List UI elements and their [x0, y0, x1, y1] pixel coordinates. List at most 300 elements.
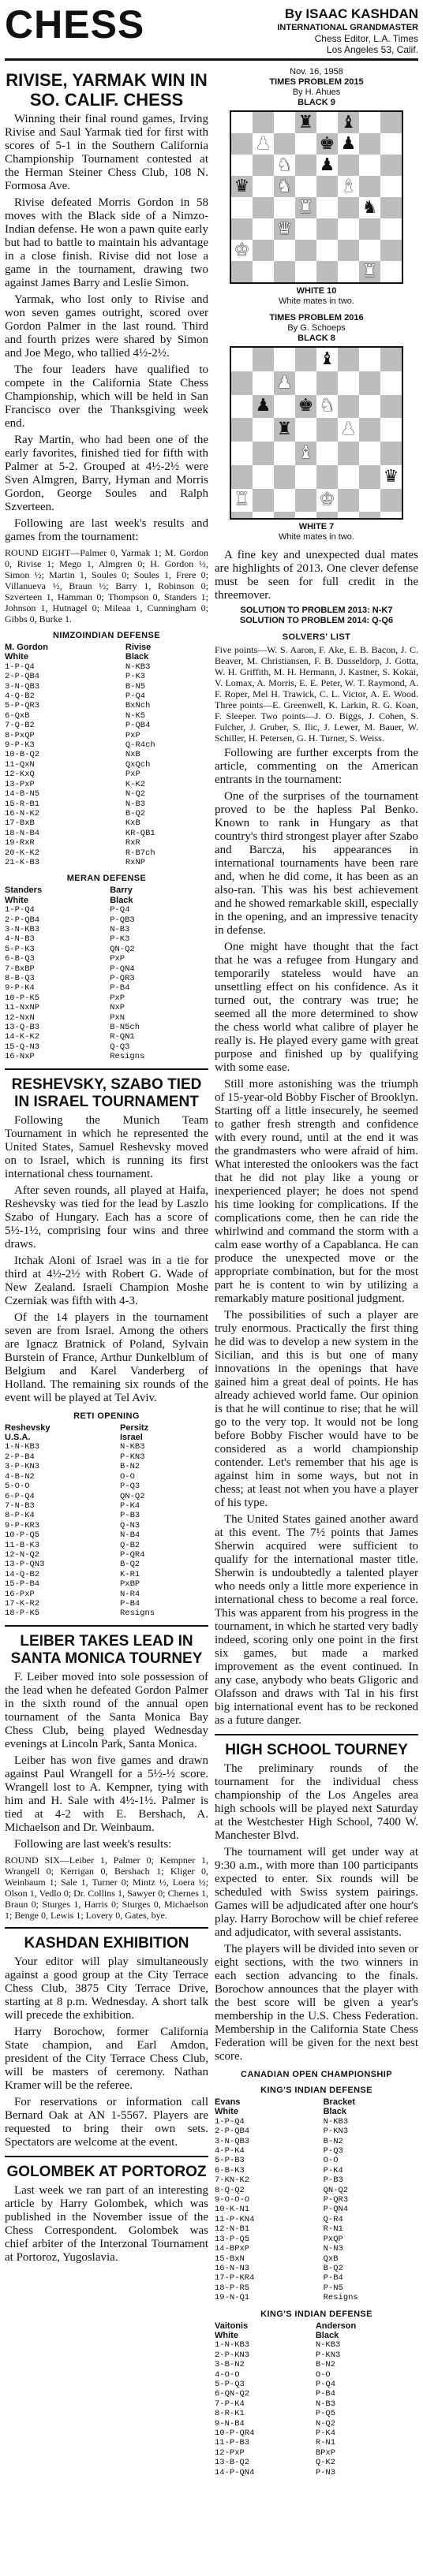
paragraph: Your editor will play simultaneously against a good group at the City Terrace Chess Club, 3875 City Terrace Drive, starting at 8 p.m. Wednesday. A short talk will precede the exhibition. — [5, 1955, 208, 2022]
board-square — [359, 261, 380, 282]
article-headline: GOLOMBEK AT PORTOROZ — [6, 2163, 207, 2180]
paragraph: The possibilities of such a player are truly enormous. Practically the first thing he did was to develop a new system in the Sicilian, and this is but one of many innovations in the openings that have gained him a great deal of points. He has already achieved world fame. Our opinion is that he will continue to rise; that he will go to the very top. It would not be long before Bobby Fischer would have to be considered as a world championship contender. Let's remember that his age is against him in some ways, but not in chess; at least not when you have a player of his type. — [215, 1309, 418, 1509]
move-row — [5, 800, 208, 809]
column-title: CHESS — [5, 2, 145, 47]
white-move: 10-P-QR4 — [215, 2429, 255, 2438]
black-move: PxP — [110, 993, 125, 1003]
white-move: 1-N-KB3 — [215, 2340, 250, 2350]
black-move: P-N3 — [315, 2467, 336, 2477]
black-move: Q-B2 — [120, 1540, 140, 1550]
board-square — [338, 512, 359, 518]
black-move: P-K4 — [315, 2429, 336, 2438]
move-row — [5, 915, 208, 925]
white-move: 16-N-N3 — [215, 2263, 250, 2273]
board-square — [316, 371, 338, 395]
white-move: 10-K-N1 — [215, 2205, 250, 2215]
white-move: 17-P-KR4 — [215, 2273, 255, 2283]
board-square — [274, 371, 295, 395]
byline-editor: Chess Editor, L.A. Times — [314, 33, 418, 44]
black-move: N-Q2 — [125, 789, 146, 800]
white-move: 6-P-Q4 — [5, 1491, 35, 1501]
move-row — [5, 1003, 208, 1012]
board-square — [380, 371, 402, 395]
board-square — [274, 218, 295, 240]
problem-white-count: WHITE 7 — [298, 522, 335, 531]
board-square — [295, 395, 316, 419]
problem-number: TIMES PROBLEM 2015 — [269, 77, 364, 87]
black-move: B-N2 — [315, 2360, 336, 2370]
black-player: Barry — [110, 885, 133, 896]
game-moves — [5, 1423, 208, 1619]
board-square — [359, 176, 380, 197]
board-square — [231, 197, 253, 218]
white-player: Standers — [5, 885, 43, 896]
black-move: R-N1 — [315, 2438, 336, 2448]
black-move: BxNch — [125, 701, 151, 711]
white-player: M. Gordon — [5, 643, 48, 652]
move-row — [5, 770, 208, 779]
byline-address: Los Angeles 53, Calif. — [326, 44, 418, 55]
white-move: 13-P-Q5 — [215, 2234, 250, 2244]
paragraph: Following are further excerpts from the article, commenting on the American entrants in the tournament: — [215, 747, 418, 786]
chess-problem — [215, 67, 418, 307]
problem-composer: By G. Schoeps — [287, 323, 346, 333]
board-square — [274, 418, 295, 442]
black-move: Q-K2 — [315, 2458, 336, 2468]
board-square — [231, 442, 253, 465]
board-square — [231, 465, 253, 489]
move-row — [215, 2224, 418, 2234]
board-square — [316, 261, 338, 282]
white-move: 15-R-B1 — [5, 799, 40, 809]
move-row — [215, 2468, 418, 2477]
board-square — [295, 240, 316, 261]
board-square — [359, 418, 380, 442]
move-row — [5, 780, 208, 789]
black-move: P-K3 — [125, 672, 146, 682]
black-move: P-B4 — [110, 983, 130, 993]
move-row — [5, 750, 208, 759]
board-square — [295, 418, 316, 442]
move-row — [5, 848, 208, 858]
move-row — [5, 662, 208, 672]
black-move: P-QR4 — [120, 1549, 145, 1560]
problem-black-count: BLACK 8 — [298, 334, 335, 343]
board-square — [316, 442, 338, 465]
black-move: N-B4 — [120, 1530, 140, 1541]
move-row — [215, 2117, 418, 2127]
white-move: 2-P-KN3 — [215, 2350, 250, 2360]
white-move: 9-P-KR3 — [5, 1520, 40, 1530]
black-move: P-B3 — [120, 1511, 140, 1521]
black-move: Resigns — [110, 1052, 145, 1062]
board-square — [338, 176, 359, 197]
black-label: Israel — [120, 1433, 143, 1443]
black-move: P-QR3 — [110, 974, 135, 983]
move-row — [5, 954, 208, 964]
board-square — [338, 371, 359, 395]
round-results: ROUND EIGHT—Palmer 0, Yarmak 1; M. Gordon 0, Rivise 1; Mego 1, Almgren 0; H. Gordon ½, Simon ½; Martin 1, Soules 0; Soules 1, Frere 0; Villanueva ½, Braun ½; Barry 1, Robinson 0; Szverteen 1, Hamman 0; Thompson 0, Standers 1; Johnson 1, Hutnagel 0; Mileaa 1, Cunningham 0; Gibbs 0, Burke 1. — [5, 547, 208, 624]
move-row — [215, 2399, 418, 2409]
paragraph: Still more astonishing was the triumph of 15-year-old Bobby Fischer of Brooklyn. Starting off a little insecurely, he seemed to gather fresh strength and confidence with every round, until at the end it was the grandmasters who were afraid of him. What interested the onlookers was the fact that he did not play like a young or inexperienced player; he does not spend his time looking for complications. If the complications come, then he can ride the whirlwind and command the storm with a calm ease worthy of a Capablanca. He can produce the unexpected move or the appropriate combination, but for the most part he is content to win by utilizing a remarkably mature positional judgment. — [215, 1078, 418, 1305]
white-move: 2-P-QB4 — [5, 915, 40, 925]
board-square — [359, 112, 380, 133]
board-square — [231, 512, 253, 518]
white-player: Vaitonis — [215, 2321, 249, 2331]
paragraph: Itchak Aloni of Israel was in a tie for third at 4½-2½ with Robert G. Wade of New Zealand. Israeli Champion Moshe Czerniak was fifth with 4-3. — [5, 1254, 208, 1307]
black-move: K-K2 — [125, 779, 146, 789]
board-square — [359, 371, 380, 395]
move-row — [5, 1052, 208, 1061]
black-move: K-R1 — [120, 1569, 140, 1579]
board-square — [316, 465, 338, 489]
game-moves — [5, 885, 208, 1061]
board-square — [316, 348, 338, 371]
black-move: B-Q2 — [125, 808, 146, 818]
board-square — [316, 133, 338, 155]
section-divider — [5, 1625, 208, 1627]
board-square — [274, 133, 295, 155]
black-bishop-icon: ♝ — [319, 349, 335, 369]
white-move: 6-B-K3 — [215, 2165, 245, 2175]
problem-date: Nov. 16, 1958 — [290, 67, 343, 76]
white-move: 12-N-Q2 — [5, 1549, 40, 1560]
black-move: O-O — [323, 2156, 339, 2166]
move-row — [5, 829, 208, 838]
black-move: N-KB3 — [125, 662, 151, 672]
black-move: P-Q4 — [125, 692, 146, 702]
game-opening: RETI OPENING — [73, 1411, 140, 1421]
move-row — [5, 1609, 208, 1618]
game-opening: MERAN DEFENSE — [66, 874, 147, 884]
white-move: 15-Q-N3 — [5, 1042, 40, 1052]
black-move: PxP — [110, 954, 125, 964]
board-square — [338, 348, 359, 371]
board-square — [359, 197, 380, 218]
black-move: N-K5 — [125, 710, 146, 721]
problem-white-count: WHITE 10 — [296, 286, 337, 296]
board-square — [253, 240, 274, 261]
black-move: B-Q2 — [120, 1560, 140, 1570]
white-move: 12-NxN — [5, 1012, 35, 1023]
black-move: NxP — [110, 1003, 125, 1013]
paragraph: Harry Borochow, former California State champion, and Earl Amdon, president of the City Terrace Chess Club, will be masters of ceremony. Nathan Kramer will be the referee. — [5, 2025, 208, 2092]
white-move: 14-Q-B2 — [5, 1569, 40, 1579]
white-move: 14-K-K2 — [5, 1032, 40, 1042]
black-move: QN-Q2 — [120, 1491, 145, 1501]
black-move: PxQP — [323, 2234, 343, 2244]
move-row — [215, 2370, 418, 2380]
black-move: KxB — [125, 818, 140, 829]
move-row — [215, 2448, 418, 2458]
white-move: 4-B-N2 — [5, 1471, 35, 1482]
black-move: R-B7ch — [125, 848, 155, 858]
white-player: Evans — [215, 2097, 241, 2107]
move-row — [5, 983, 208, 993]
paragraph: After seven rounds, all played at Haifa, Reshevsky was tied for the lead by Laszlo Szabo of Hungary. Each has a score of 5½-1½, comprising four wins and three draws. — [5, 1184, 208, 1251]
move-row — [215, 2419, 418, 2429]
black-move: P-Q4 — [110, 905, 130, 915]
white-queen-icon: ♛ — [276, 218, 293, 239]
board-square — [295, 197, 316, 218]
black-move: P-QR3 — [323, 2195, 349, 2205]
black-move: N-KB3 — [315, 2340, 341, 2350]
section-divider — [215, 1734, 418, 1735]
board-square — [253, 348, 274, 371]
board-square — [253, 112, 274, 133]
black-move: KR-QB1 — [125, 828, 155, 838]
white-move: 10-P-Q5 — [5, 1530, 40, 1541]
black-player: Rivise — [125, 643, 152, 652]
white-label: White — [5, 652, 28, 662]
move-row — [215, 2137, 418, 2146]
move-row — [215, 2340, 418, 2350]
board-square — [231, 133, 253, 155]
game-opening: NIMZOINDIAN DEFENSE — [53, 631, 160, 640]
white-move: 17-BxB — [5, 818, 35, 829]
board-square — [338, 155, 359, 176]
white-move: 12-PxP — [215, 2447, 245, 2458]
board-square — [295, 112, 316, 133]
black-move: P-K3 — [110, 934, 130, 945]
paragraph: The players will be divided into seven or eight sections, with the two winners in each section advancing to the finals. Borochow announces that the player with the best score will be given a year's membership in the U.S. Chess Federation. Membership in the California State Chess Federation will be given for the next best score. — [215, 1943, 418, 2063]
move-row — [5, 925, 208, 934]
board-square — [253, 489, 274, 513]
problem-black-count: BLACK 9 — [298, 98, 335, 107]
white-move: 7-KN-K2 — [215, 2175, 250, 2186]
board-square — [316, 240, 338, 261]
black-move: P-B3 — [323, 2175, 343, 2186]
white-move: 1-P-Q4 — [5, 905, 35, 915]
black-move: P-Q4 — [315, 2379, 336, 2389]
board-square — [359, 155, 380, 176]
white-label: White — [215, 2330, 238, 2340]
move-row — [5, 974, 208, 983]
move-row — [5, 1442, 208, 1452]
black-move: QxB — [323, 2254, 339, 2264]
board-square — [359, 465, 380, 489]
white-move: 11-P-KN4 — [215, 2214, 255, 2224]
black-move: Q-R4 — [323, 2214, 343, 2224]
black-move: N-N3 — [323, 2244, 343, 2254]
board-square — [359, 240, 380, 261]
black-player: Anderson — [315, 2321, 357, 2331]
paragraph: One of the surprises of the tournament proved to be the hapless Pal Benko. Known to rank in Hungary as that country's third strongest player after Szabo and Barcza, his appearances in international tournaments have been rare and, when he did come, it has been as an also-ran. This was his best achievement and he showed remarkable skill, especially in the opening, and an impressive tenacity in defense. — [215, 790, 418, 937]
board-square — [253, 261, 274, 282]
white-move: 16-PxP — [5, 1589, 35, 1599]
board-square — [316, 395, 338, 419]
black-move: PxBP — [120, 1579, 140, 1590]
white-move: 18-N-B4 — [5, 828, 40, 838]
black-knight-icon: ♞ — [361, 197, 378, 218]
board-square — [380, 418, 402, 442]
move-row — [5, 818, 208, 828]
move-row — [5, 1492, 208, 1501]
white-move: 8-P-K4 — [5, 1511, 35, 1521]
board-square — [338, 133, 359, 155]
move-row — [215, 2429, 418, 2438]
article-headline: HIGH SCHOOL TOURNEY — [225, 1742, 408, 1758]
black-king-icon: ♚ — [298, 396, 314, 416]
board-square — [274, 176, 295, 197]
white-move: 14-B-N5 — [5, 789, 40, 800]
black-move: QxQch — [125, 759, 151, 770]
move-row — [215, 2360, 418, 2369]
paragraph: Winning their final round games, Irving Rivise and Saul Yarmak tied for first with scores of 5-1 in the Southern California Championship Tournament contested at the Herman Steiner Chess Club, 108 N. Formosa Ave. — [5, 113, 208, 192]
white-move: 18-P-R5 — [215, 2283, 250, 2293]
black-move: O-O — [120, 1471, 135, 1482]
white-move: 18-P-K5 — [5, 1609, 40, 1619]
game-opening: KING'S INDIAN DEFENSE — [260, 2086, 372, 2095]
black-move: PxN — [110, 1012, 125, 1023]
move-row — [215, 2244, 418, 2254]
right-column — [215, 65, 418, 2482]
white-move: 6-QN-Q2 — [215, 2389, 250, 2399]
game-moves — [215, 2097, 418, 2303]
board-square — [231, 348, 253, 371]
black-move: PxP — [125, 770, 140, 780]
white-move: 12-N-B1 — [215, 2224, 250, 2235]
board-square — [295, 512, 316, 518]
board-square — [231, 489, 253, 513]
board-square — [380, 442, 402, 465]
move-row — [5, 1521, 208, 1530]
board-square — [274, 155, 295, 176]
white-move: 2-P-QB4 — [5, 672, 40, 682]
black-move: PxP — [125, 730, 140, 740]
board-square — [380, 197, 402, 218]
article-headline: RIVISE, YARMAK WIN IN SO. CALIF. CHESS — [6, 70, 208, 110]
solvers-list: Five points—W. S. Aaron, F. Ake, E. B. Bacon, J. C. Beaver, M. Christiansen, F. B. Dusseldorp, J. Gotta, W. H. Griffith, M. H. Hermann, J. Kastner, S. Kokai, V. Lomax, A. Morris, E. E. Peter, W. T. Raymond, A. F. Roper, Mel H. Trawick, C. L. Victor, A. E. Wood. Three points—E. Greenwell, K. Larkin, R. G. Koan, F. Sleeper. Two points—J. O. Biggs, J. Cohen, S. Fulcher, J. Gruber, S. Ilic, J. Lewer, M. Bauer, W. Schiller, H. Petersen, G. H. Turner, S. Weiss. — [215, 644, 418, 744]
black-move: Resigns — [323, 2293, 358, 2303]
move-row — [215, 2350, 418, 2360]
black-move: Q-Q3 — [110, 1042, 130, 1052]
board-square — [253, 442, 274, 465]
board-square — [295, 155, 316, 176]
white-move: 21-K-B3 — [5, 857, 40, 867]
move-row — [5, 809, 208, 818]
white-move: 7-BxBP — [5, 964, 35, 974]
board-square — [380, 155, 402, 176]
black-move: R-QN1 — [110, 1032, 135, 1042]
black-move: Resigns — [120, 1609, 155, 1619]
white-move: 6-QxB — [5, 710, 30, 721]
move-row — [5, 1013, 208, 1023]
solvers-heading: SOLVERS' LIST — [282, 632, 351, 642]
section-divider — [5, 2156, 208, 2157]
solution-line: SOLUTION TO PROBLEM 2013: N-K7 — [240, 606, 393, 615]
move-row — [5, 1590, 208, 1599]
board-square — [295, 371, 316, 395]
black-move: P-QN4 — [323, 2205, 349, 2215]
move-row — [5, 1032, 208, 1042]
chess-board — [230, 110, 403, 284]
white-move: 13-PxP — [5, 779, 35, 789]
board-square — [231, 261, 253, 282]
white-move: 8-Q-Q2 — [215, 2185, 245, 2195]
black-move: P-K4 — [323, 2165, 343, 2175]
white-move: 15-P-B4 — [5, 1579, 40, 1590]
white-king-icon: ♚ — [234, 240, 250, 260]
white-move: 16-N-K2 — [5, 808, 40, 818]
board-square — [253, 197, 274, 218]
black-move: QN-Q2 — [323, 2185, 349, 2195]
white-move: 4-O-O — [215, 2369, 240, 2380]
white-move: 6-B-Q3 — [5, 954, 35, 964]
paragraph: Following are last week's results and games from the tournament: — [5, 517, 208, 543]
move-row — [215, 2166, 418, 2175]
white-player: Reshevsky — [5, 1422, 51, 1433]
move-row — [5, 1560, 208, 1569]
move-row — [5, 1501, 208, 1511]
move-row — [5, 1550, 208, 1560]
game-opening: KING'S INDIAN DEFENSE — [260, 2309, 372, 2319]
paragraph: Yarmak, who lost only to Rivise and won seven games outright, scored over Gordon Palmer in the last round. Third and fourth prizes were shared by Simon and Joe Mego, who tallied 4½-2½. — [5, 293, 208, 360]
board-square — [231, 240, 253, 261]
byline-block — [277, 3, 418, 55]
paragraph: The preliminary rounds of the tournament for the individual chess championship of the Los Angeles area high schools will be played next Saturday at the Westchester High School, 7400 W. Manchester Blvd. — [215, 1762, 418, 1842]
board-square — [380, 512, 402, 518]
board-square — [274, 512, 295, 518]
board-square — [380, 465, 402, 489]
white-move: 3-N-KB3 — [5, 924, 40, 934]
black-rook-icon: ♜ — [276, 419, 293, 440]
white-label: White — [215, 2107, 238, 2117]
board-square — [231, 371, 253, 395]
move-row — [215, 2127, 418, 2136]
white-knight-icon: ♞ — [319, 396, 335, 416]
board-square — [274, 395, 295, 419]
white-move: 2-P-QB4 — [215, 2127, 250, 2137]
white-move: 1-N-KB3 — [5, 1442, 40, 1452]
move-row — [5, 1023, 208, 1032]
black-move: B-N5 — [125, 681, 146, 692]
paragraph: A fine key and unexpected dual mates are highlights of 2013. One clever defense must be seen for full credit in the threemover. — [215, 549, 418, 602]
board-square — [253, 176, 274, 197]
black-move: P-Q5 — [315, 2409, 336, 2419]
black-move: N-R4 — [120, 1589, 140, 1599]
black-label: Black — [110, 895, 133, 905]
board-square — [316, 176, 338, 197]
move-row — [5, 740, 208, 750]
paragraph: Last week we ran part of an interesting article by Harry Golombek, which was published in the November issue of the Chess Correspondent. Golombek was chief arbiter of the Interzonal Tournament at Portoroz, Yugoslavia. — [5, 2183, 208, 2264]
white-move: 3-P-KN3 — [5, 1462, 40, 1472]
board-square — [338, 442, 359, 465]
black-move: N-KB3 — [120, 1442, 145, 1452]
white-move: 19-RxR — [5, 838, 35, 848]
move-row — [215, 2380, 418, 2389]
white-move: 1-P-Q4 — [215, 2116, 245, 2127]
white-move: 13-B-Q2 — [215, 2458, 250, 2468]
white-bishop-icon: ♝ — [298, 442, 314, 463]
black-move: N-Q2 — [315, 2418, 336, 2429]
board-square — [253, 155, 274, 176]
white-move: 9-P-K4 — [5, 983, 35, 993]
white-move: 19-N-Q1 — [215, 2293, 250, 2303]
black-queen-icon: ♛ — [234, 176, 250, 196]
move-row — [215, 2254, 418, 2264]
move-row — [5, 1462, 208, 1471]
move-row — [5, 934, 208, 944]
paragraph: Rivise defeated Morris Gordon in 58 moves with the Black side of a Nimzo-Indian defense. He won a pawn quite early but had to battle to maintain his advantage in a close finish. Rivise did not lose a game in the tournament, drawing two against James Barry and Leslie Simon. — [5, 196, 208, 289]
paragraph: Following the Munich Team Tournament in which he represented the United States, Samuel Reshevsky moved on to Israel, which is running its first international chess tournament. — [5, 1113, 208, 1180]
white-knight-icon: ♞ — [276, 176, 293, 196]
board-square — [380, 176, 402, 197]
board-square — [231, 218, 253, 240]
move-row — [5, 1511, 208, 1520]
black-move: RxR — [125, 838, 140, 848]
white-move: 2-P-B4 — [5, 1452, 35, 1462]
